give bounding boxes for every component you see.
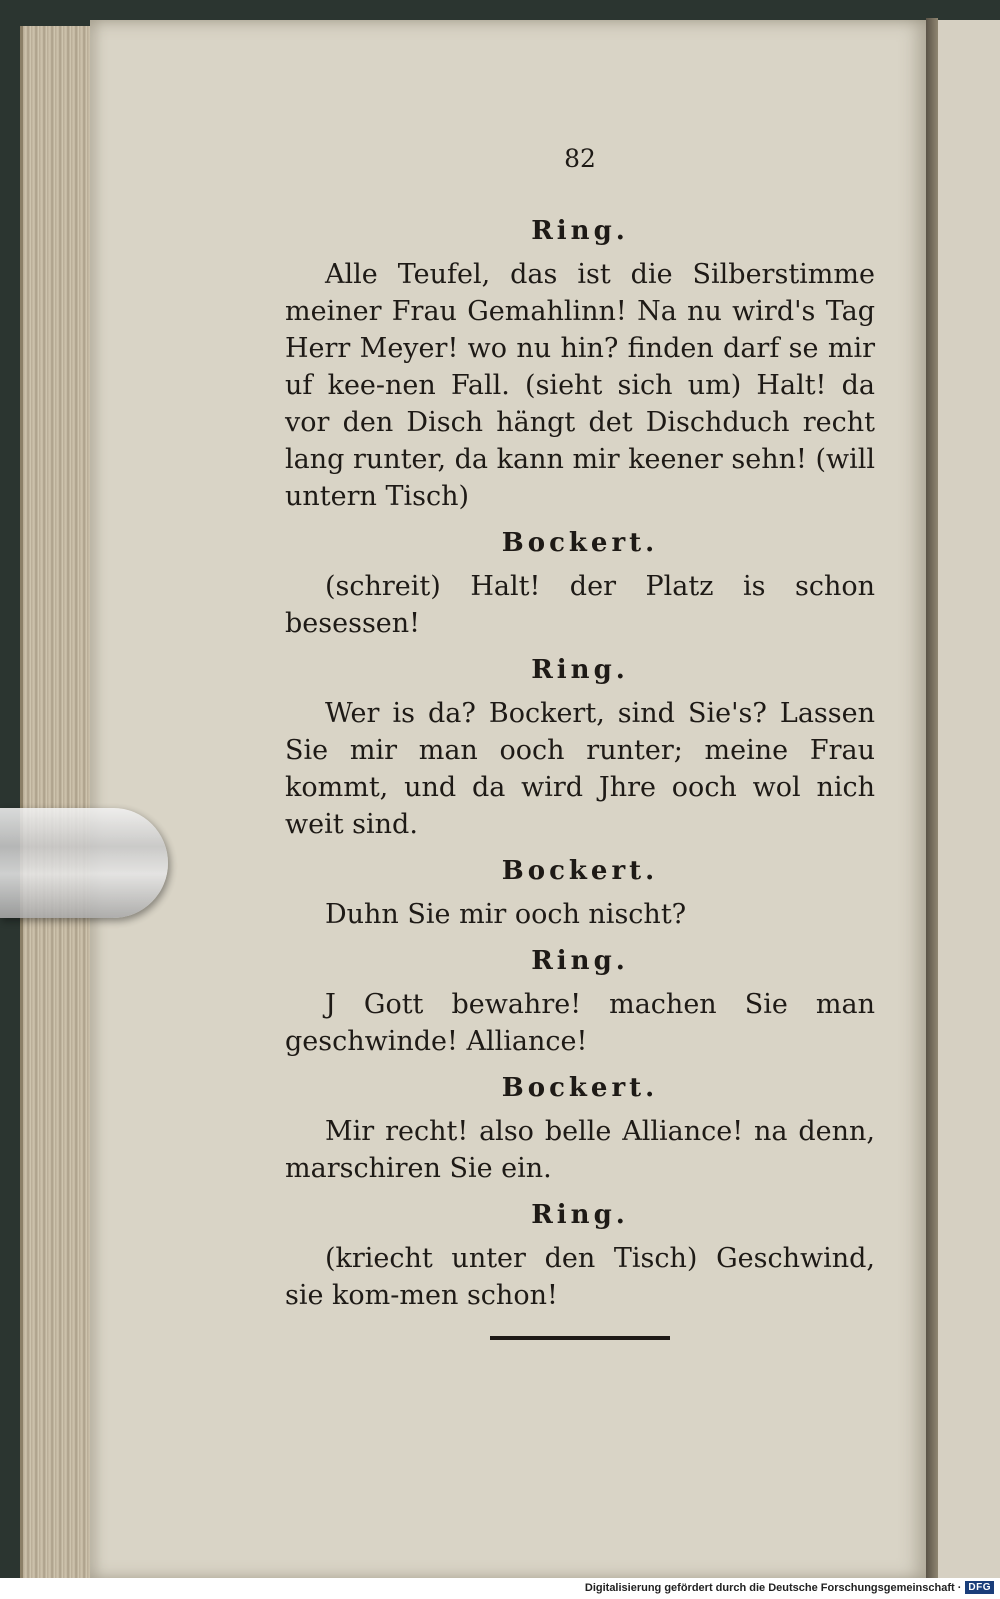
next-page-edge — [938, 20, 1000, 1578]
dialogue-paragraph: (schreit) Halt! der Platz is schon besessen! — [285, 571, 875, 639]
end-rule — [490, 1336, 670, 1340]
dialogue-paragraph: J Gott bewahre! machen Sie man geschwinde! Alliance! — [285, 989, 875, 1057]
dialogue-paragraph: Duhn Sie mir ooch nischt? — [325, 899, 687, 930]
speaker-heading: Bockert. — [501, 856, 659, 886]
dialogue-paragraph: (kriecht unter den Tisch) Geschwind, sie kom-men schon! — [285, 1243, 875, 1311]
speaker-heading: Ring. — [531, 1200, 629, 1230]
speaker-heading: Ring. — [531, 655, 629, 685]
speaker-heading: Bockert. — [501, 1073, 659, 1103]
speaker-heading: Bockert. — [501, 528, 659, 558]
dialogue-paragraph: Alle Teufel, das ist die Silberstimme meiner Frau Gemahlinn! Na nu wird's Tag Herr Meyer! wo nu hin? finden darf se mir uf kee-nen Fall. (sieht sich um) Halt! da vor den Disch hängt det Dischduch recht lang runter, da kann mir keener sehn! (will untern Tisch) — [285, 259, 875, 512]
book-gutter — [926, 18, 938, 1578]
dialogue-paragraph: Wer is da? Bockert, sind Sie's? Lassen Sie mir man ooch runter; meine Frau kommt, und da wird Jhre ooch wol nich weit sind. — [285, 698, 875, 840]
page-text — [285, 140, 875, 1340]
digitization-footer — [585, 1578, 994, 1597]
footer-credit: Digitalisierung gefördert durch die Deutsche Forschungsgemeinschaft · — [584, 1581, 962, 1594]
speaker-heading: Ring. — [531, 216, 629, 246]
dialogue-paragraph: Mir recht! also belle Alliance! na denn, marschiren Sie ein. — [285, 1116, 875, 1184]
dfg-logo: DFG — [965, 1581, 994, 1594]
speaker-heading: Ring. — [531, 946, 629, 976]
page-stack-edge — [20, 26, 101, 1578]
page-clip — [0, 808, 168, 918]
page-number: 82 — [564, 144, 596, 173]
